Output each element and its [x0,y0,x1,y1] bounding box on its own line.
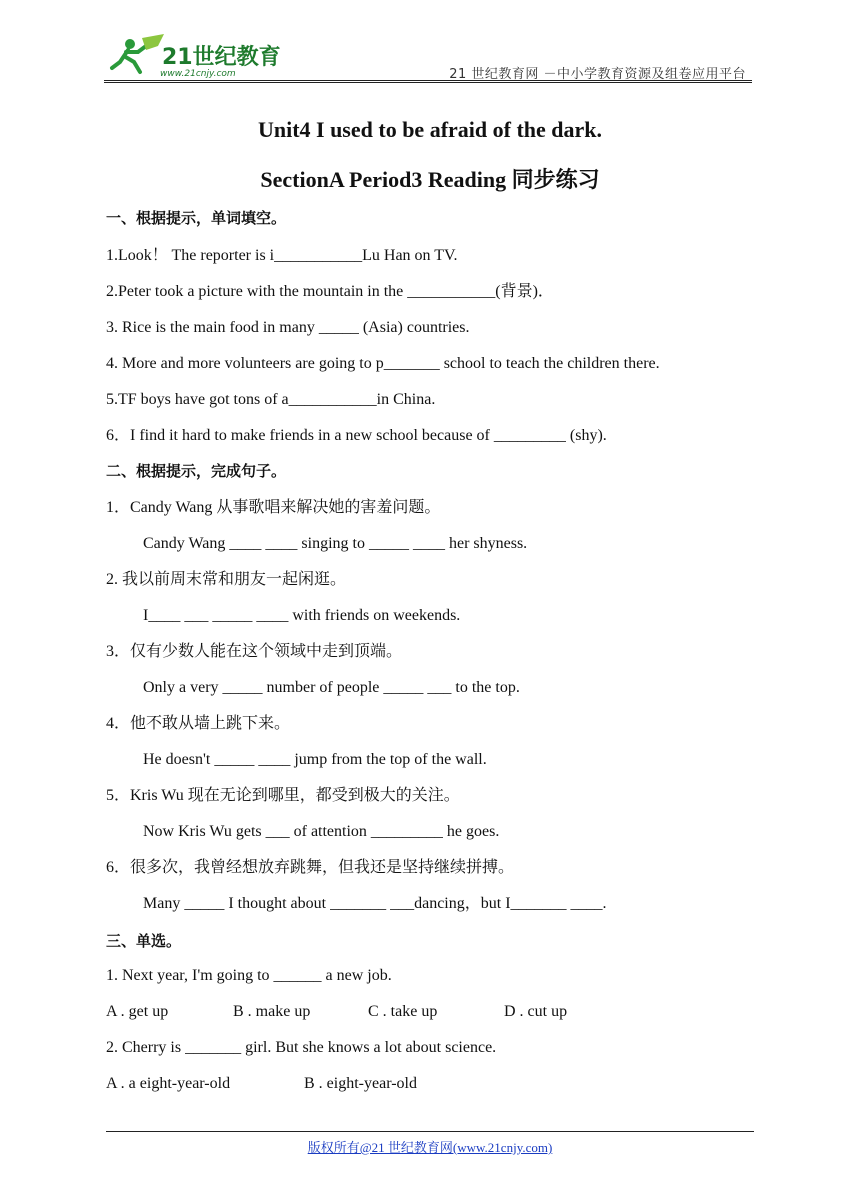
question-2-5-en: Now Kris Wu gets ___ of attention _________ he goes. [143,823,500,840]
header-divider [104,80,752,83]
option-a: A . get up [106,1003,169,1020]
question-2-1-cn: 1．Candy Wang 从事歌唱来解决她的害羞问题。 [106,499,441,516]
page-subtitle: SectionA Period3 Reading 同步练习 [260,167,600,192]
question-1-4: 4. More and more volunteers are going to p_______ school to teach the children there. [106,355,660,372]
question-2-6-cn: 6．很多次，我曾经想放弃跳舞，但我还是坚持继续拼搏。 [106,859,515,876]
question-2-1-en: Candy Wang ____ ____ singing to _____ ____ her shyness. [143,535,528,552]
footer-divider [106,1131,754,1132]
svg-text:www.21cnjy.com: www.21cnjy.com [160,69,236,79]
section-heading-3: 三、单选。 [106,932,182,950]
question-2-5-cn: 5．Kris Wu 现在无论到哪里，都受到极大的关注。 [106,787,460,804]
question-2-2-cn: 2. 我以前周末常和朋友一起闲逛。 [106,571,347,588]
option-a: A . a eight-year-old [106,1075,231,1092]
page-title: Unit4 I used to be afraid of the dark. [257,117,603,142]
question-3-1: 1. Next year, I'm going to ______ a new job. [106,967,392,984]
option-c: C . take up [368,1003,438,1020]
header-tagline: 21 世纪教育网 －中小学教育资源及组卷应用平台 [449,67,746,82]
question-1-6: 6．I find it hard to make friends in a new school because of _________ (shy). [106,427,607,444]
question-1-2: 2.Peter took a picture with the mountain in the ___________(背景)． [106,283,554,300]
question-2-4-cn: 4．他不敢从墙上跳下来。 [106,715,291,732]
question-1-1: 1.Look！ The reporter is i___________Lu Han on TV. [106,247,458,264]
question-1-5: 5.TF boys have got tons of a___________in China. [106,391,436,408]
option-b: B . make up [233,1003,311,1020]
footer-copyright-link[interactable]: 版权所有@21 世纪教育网(www.21cnjy.com) [307,1140,553,1155]
question-2-2-en: I____ ___ _____ ____ with friends on weekends. [143,607,461,624]
logo [106,32,286,80]
svg-text:21世纪教育: 21世纪教育 [162,45,281,70]
question-2-3-cn: 3．仅有少数人能在这个领域中走到顶端。 [106,643,403,660]
question-2-4-en: He doesn't _____ ____ jump from the top of the wall. [143,751,487,768]
page-header [106,32,752,82]
section-heading-1: 一、根据提示，单词填空。 [106,209,287,227]
question-2-6-en: Many _____ I thought about _______ ___dancing，but I_______ ____. [143,895,607,912]
question-2-3-en: Only a very _____ number of people _____ ___ to the top. [143,679,520,696]
question-3-2: 2. Cherry is _______ girl. But she knows a lot about science. [106,1039,497,1056]
section-heading-2: 二、根据提示，完成句子。 [106,462,287,480]
option-d: D . cut up [504,1003,568,1020]
option-b: B . eight-year-old [304,1075,417,1092]
question-1-3: 3. Rice is the main food in many _____ (Asia) countries. [106,319,470,336]
